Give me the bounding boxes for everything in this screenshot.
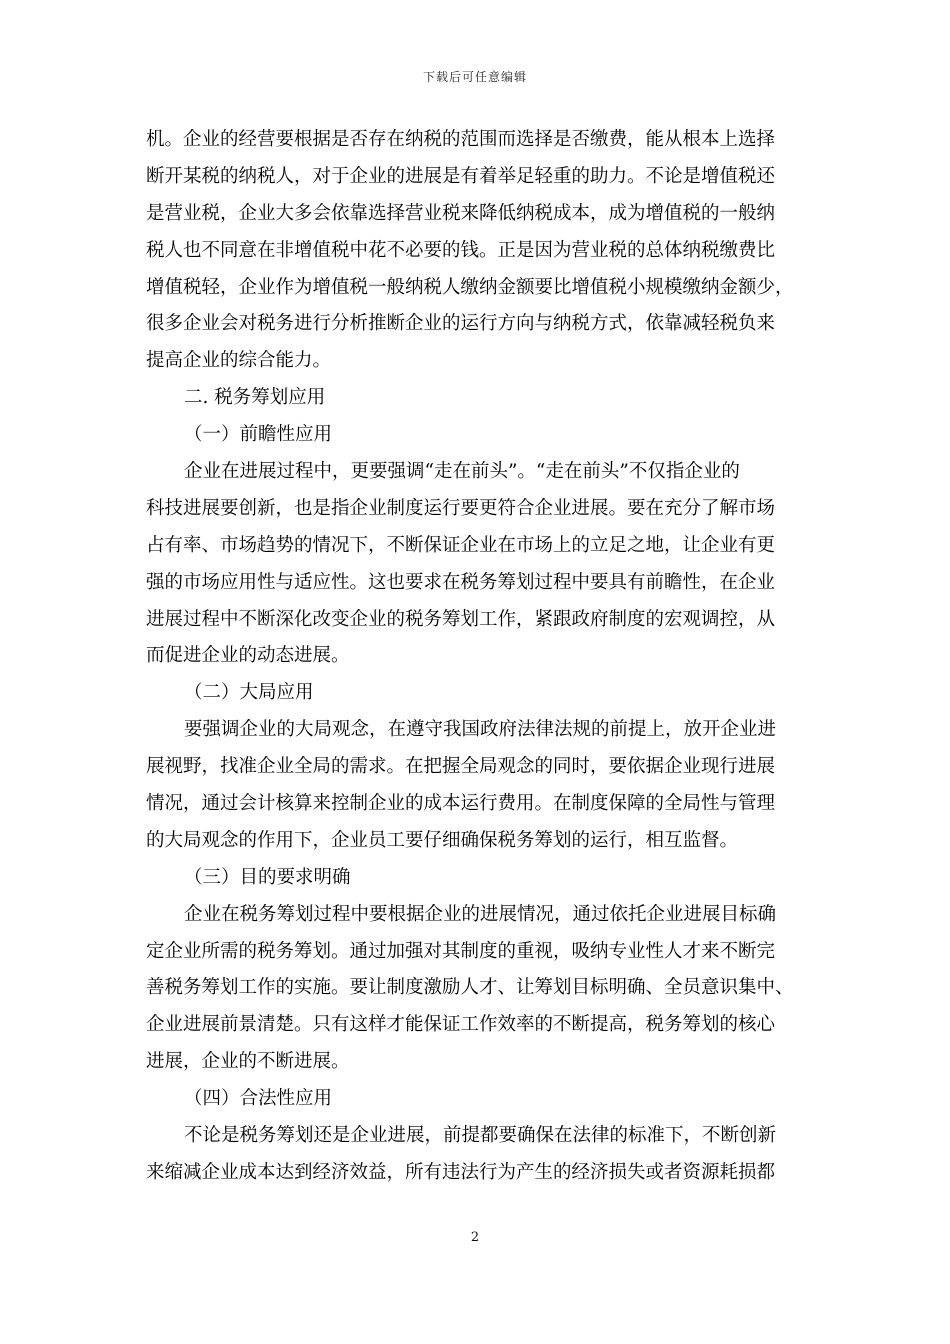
text-line: 展视野，找准企业全局的需求。在把握全局观念的同时，要依据企业现行进展 [146,756,776,778]
text-line: 增值税轻，企业作为增值税一般纳税人缴纳金额要比增值税小规模缴纳金额少， [146,276,794,298]
text-line: 断开某税的纳税人，对于企业的进展是有着举足轻重的助力。不论是增值税还 [146,165,776,187]
document-body [146,122,810,1192]
text-line: 企业进展前景清楚。只有这样才能保证工作效率的不断提高，税务筹划的核心 [146,1014,776,1036]
text-line: 机。企业的经营要根据是否存在纳税的范围而选择是否缴费，能从根本上选择 [146,129,776,150]
text-line: 的大局观念的作用下，企业员工要仔细确保税务筹划的运行，相互监督。 [146,829,739,851]
text-line: 不论是税务筹划还是企业进展，前提都要确保在法律的标准下，不断创新 [184,1125,777,1147]
text-line: 强的市场应用性与适应性。这也要求在税务筹划过程中要具有前瞻性，在企业 [146,571,776,593]
text-line: 二. 税务筹划应用 [184,387,326,409]
text-line: （三）目的要求明确 [184,866,351,888]
text-line: 科技进展要创新，也是指企业制度运行要更符合企业进展。要在充分了解市场 [146,497,776,519]
text-line: 是营业税，企业大多会依靠选择营业税来降低纳税成本，成为增值税的一般纳 [146,202,776,224]
page-number: 2 [470,1230,480,1245]
text-line: 企业在进展过程中，更要强调“走在前头”。“走在前头”不仅指企业的 [184,461,740,483]
text-line: 而促进企业的动态进展。 [146,645,350,667]
text-line: （一）前瞻性应用 [184,424,333,446]
text-line: 进展，企业的不断进展。 [146,1051,350,1073]
text-line: 善税务筹划工作的实施。要让制度激励人才、让筹划目标明确、全员意识集中、 [146,977,794,999]
text-line: 进展过程中不断深化改变企业的税务筹划工作，紧跟政府制度的宏观调控，从 [146,608,776,630]
text-line: 情况，通过会计核算来控制企业的成本运行费用。在制度保障的全局性与管理 [146,793,776,815]
text-line: （二）大局应用 [184,682,314,704]
text-line: 来缩减企业成本达到经济效益，所有违法行为产生的经济损失或者资源耗损都 [146,1161,776,1183]
text-line: 提高企业的综合能力。 [146,350,332,372]
text-line: 要强调企业的大局观念，在遵守我国政府法律法规的前提上，放开企业进 [184,719,777,741]
text-line: 税人也不同意在非增值税中花不必要的钱。正是因为营业税的总体纳税缴费比 [146,239,776,261]
text-line: 很多企业会对税务进行分析推断企业的运行方向与纳税方式，依靠减轻税负来 [146,313,776,335]
text-line: 占有率、市场趋势的情况下，不断保证企业在市场上的立足之地，让企业有更 [146,534,776,556]
page-header: 下载后可任意编辑 [422,70,527,84]
text-line: 企业在税务筹划过程中要根据企业的进展情况，通过依托企业进展目标确 [184,903,777,925]
text-line: （四）合法性应用 [184,1088,333,1110]
text-line: 定企业所需的税务筹划。通过加强对其制度的重视，吸纳专业性人才来不断完 [146,940,776,962]
